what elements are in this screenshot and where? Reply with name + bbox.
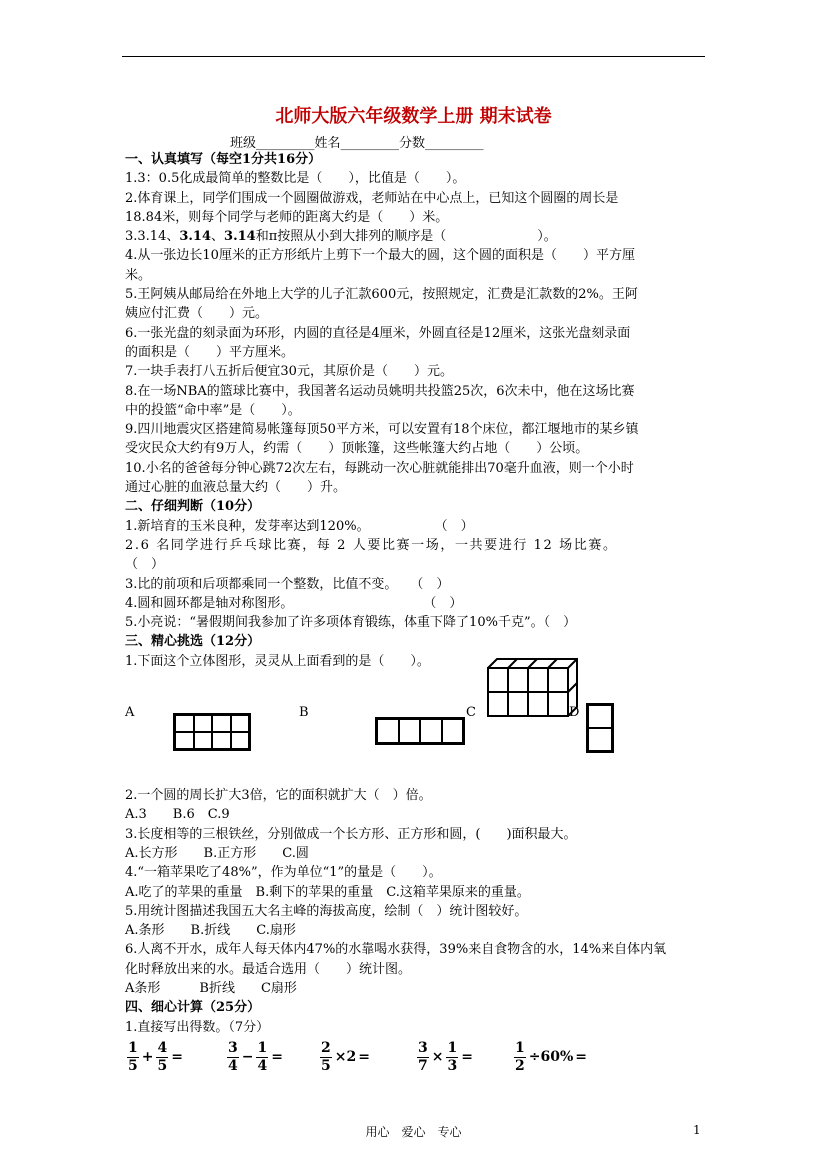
section-heading: 二、仔细判断（10分） (125, 499, 261, 515)
option-b-figure (375, 717, 465, 745)
operator: ÷60% (528, 1049, 574, 1066)
question-line: 2.一个圆的周长扩大3倍，它的面积就扩大（ ）倍。 (125, 788, 432, 804)
page-title: 北师大版六年级数学上册 期末试卷 (275, 106, 552, 127)
calc-item-2 (225, 1040, 284, 1075)
question-line: （ ） (125, 557, 165, 573)
question-line: 8.在一场NBA的篮球比赛中，我国著名运动员姚明共投篮25次，6次未中，他在这场比赛 (125, 383, 635, 399)
repeating-decimal-a: 3.14 (179, 229, 212, 245)
page-footer: 用心 爱心 专心 (365, 1125, 462, 1139)
cube-stack-figure (487, 658, 580, 721)
question-line: 5.用统计图描述我国五大名主峰的海拔高度，绘制（ ）统计图较好。 (125, 903, 528, 919)
option-label-d: D (569, 705, 580, 721)
question-line: 姨应付汇费（ ）元。 (125, 306, 269, 322)
equals-sign: = (575, 1049, 587, 1066)
operator: − (241, 1049, 254, 1066)
question-line: 18.84米，则每个同学与老师的距离大约是（ ）米。 (125, 209, 449, 225)
section-heading: 一、认真填写（每空1分共16分） (125, 152, 322, 167)
question-line: 9.四川地震灾区搭建简易帐篷每顶50平方米，可以安置有18个床位，都江堰地市的某乡镇 (125, 422, 639, 438)
choice-figures (125, 671, 707, 748)
equals-sign: = (461, 1049, 473, 1066)
fraction: $\frac{2}{5}$ (321, 1039, 331, 1074)
equals-sign: = (358, 1049, 370, 1066)
fraction: $\frac{4}{5}$ (157, 1039, 168, 1074)
question-line: 4.“一箱苹果吃了48%”，作为单位“1”的量是（ ）。 (125, 865, 442, 881)
question-line: 6.人离不开水，成年人每天体内47%的水靠喝水获得，39%来自食物含的水，14%来自体内氧 (125, 942, 667, 958)
question-line: 2.体育课上，同学们围成一个圆圈做游戏，老师站在中心点上，已知这个圆圈的周长是 (125, 190, 619, 206)
q3-sep: 、 (211, 229, 225, 245)
page-number: 1 (693, 1123, 701, 1137)
option-d-figure (586, 703, 614, 753)
answer-options: A.条形 B.折线 C.扇形 (125, 923, 296, 939)
solid-figure (487, 658, 579, 722)
calculation-row (125, 1040, 707, 1090)
operator: ×2 (334, 1049, 357, 1066)
question-line: 通过心脏的血液总量大约（ ）升。 (125, 480, 347, 496)
student-info-line: 班级_________姓名_________分数_________ (230, 136, 484, 151)
question-line: 6.一张光盘的刻录面为环形，内圆的直径是4厘米，外圆直径是12厘米，这张光盘刻录面 (125, 325, 631, 341)
question-line: 4.从一张边长10厘米的正方形纸片上剪下一个最大的圆，这个圆的面积是（ ）平方厘 (125, 248, 635, 264)
option-label-a: A (125, 705, 135, 721)
question-line: 5.小亮说：“暑假期间我参加了许多项体育锻练，体重下降了10%千克”。（ ） (125, 615, 577, 631)
calc-item-4 (415, 1040, 474, 1075)
fraction: $\frac{1}{4}$ (257, 1039, 268, 1074)
question-line: 5.王阿姨从邮局给在外地上大学的儿子汇款600元，按照规定，汇费是汇款数的2%。王阿 (125, 287, 638, 303)
question-line-3 (125, 227, 707, 246)
question-line: 化时释放出来的水。最适合选用（ ）统计图。 (125, 961, 412, 977)
question-line: 1.直接写出得数。（7分） (125, 1019, 270, 1035)
fraction: $\frac{1}{3}$ (447, 1039, 458, 1074)
question-line: 米。 (125, 267, 152, 283)
equals-sign: = (271, 1049, 283, 1066)
repeating-decimal-b: 3.14 (224, 229, 256, 245)
question-line: 中的投篮“命中率”是（ ）。 (125, 402, 301, 418)
fraction: $\frac{1}{5}$ (128, 1039, 138, 1074)
answer-options: A条形 B折线 C扇形 (125, 980, 297, 996)
section-heading: 三、精心挑选（12分） (125, 634, 261, 650)
option-label-b: B (299, 705, 309, 721)
fraction: $\frac{3}{7}$ (418, 1039, 428, 1074)
header-rule (122, 56, 705, 57)
option-a-figure (173, 713, 251, 751)
question-line: 3.长度相等的三根铁丝，分别做成一个长方形、正方形和圆，( )面积最大。 (125, 826, 577, 842)
fraction: $\frac{1}{2}$ (515, 1039, 525, 1074)
answer-options: A.3 B.6 C.9 (125, 807, 230, 823)
operator: + (141, 1049, 154, 1066)
answer-options: A.吃了的苹果的重量 B.剩下的苹果的重量 C.这箱苹果原来的重量。 (125, 884, 530, 900)
question-line: 7.一块手表打八五折后便宜30元，其原价是（ ）元。 (125, 364, 453, 380)
question-line: 3.比的前项和后项都乘同一个整数，比值不变。 （ ） (125, 576, 450, 592)
question-line: 受灾民众大约有9万人，约需（ ）顶帐篷，这些帐篷大约占地（ ）公顷。 (125, 441, 589, 457)
calc-item-3 (318, 1040, 371, 1075)
question-line: 4.圆和圆环都是轴对称图形。 （ ） (125, 595, 463, 611)
fraction: $\frac{3}{4}$ (228, 1039, 238, 1074)
answer-options: A.长方形 B.正方形 C.圆 (125, 845, 309, 861)
equals-sign: = (171, 1049, 183, 1066)
operator: × (431, 1049, 444, 1066)
question-line: 10.小名的爸爸每分钟心跳72次左右，每跳动一次心脏就能排出70毫升血液，则一个小时 (125, 460, 634, 476)
calc-item-5 (512, 1040, 588, 1075)
question-line: 1.新培育的玉米良种，发芽率达到120%。 （ ） (125, 518, 474, 534)
question-line: 2.6 名同学进行乒乓球比赛，每 2 人要比赛一场，一共要进行 12 场比赛。 (125, 537, 618, 553)
section-heading: 四、细心计算（25分） (125, 1000, 261, 1016)
question-line: 1.下面这个立体图形，灵灵从上面看到的是（ ）。 (125, 653, 430, 669)
q3-prefix: 3.3.14、 (125, 229, 180, 245)
option-label-c: C (466, 705, 476, 721)
q3-suffix: 和π按照从小到大排列的顺序是（ ）。 (255, 229, 557, 245)
calc-item-1 (125, 1040, 184, 1075)
question-line: 的面积是（ ）平方厘米。 (125, 344, 295, 360)
exam-content (125, 150, 707, 1090)
question-line: 1.3：0.5化成最简单的整数比是（ ），比值是（ ）。 (125, 171, 466, 187)
